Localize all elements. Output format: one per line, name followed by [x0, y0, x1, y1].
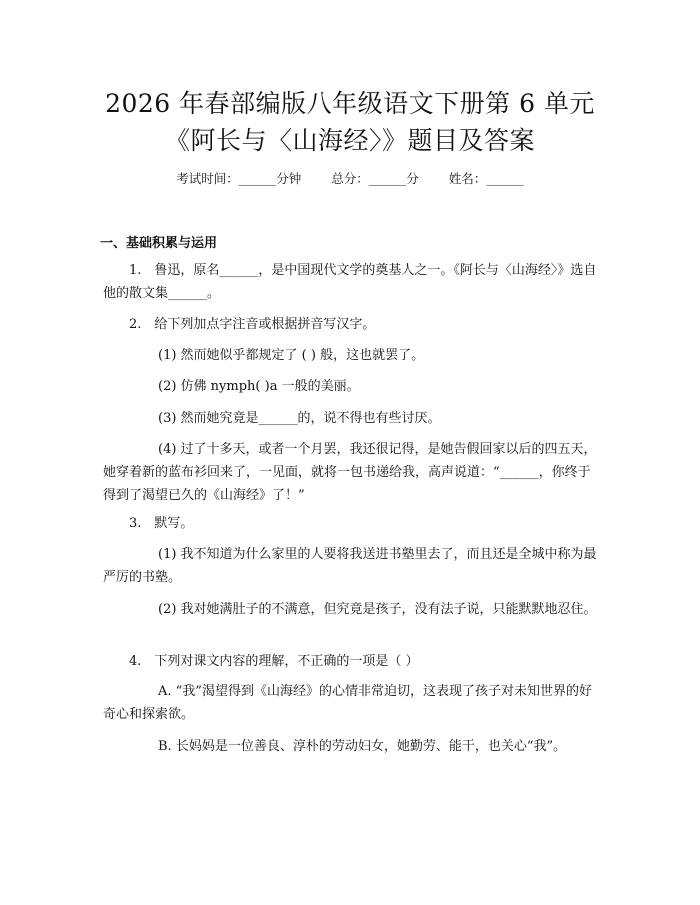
document-title-line2: 《阿长与〈山海经〉》题目及答案	[164, 126, 535, 155]
question-1: 1. 鲁迅，原名______，是中国现代文学的奠基人之一。《阿长与〈山海经〉》选自他的散文集______。	[103, 263, 597, 301]
question-3-item-2: (2) 我对她满肚子的不满意，但究竟是孩子，没有法子说，只能默默地忍住。	[158, 602, 597, 617]
document-title-line1: 2026 年春部编版八年级语文下册第 6 单元	[105, 89, 595, 118]
question-4: 4. 下列对课文内容的理解，不正确的一项是（ ）	[129, 654, 419, 669]
section-heading: 一、基础积累与运用	[100, 236, 218, 251]
question-4-option-a: A. “我”渴望得到《山海经》的心情非常迫切，这表现了孩子对未知世界的好奇心和探索欲。	[103, 684, 592, 722]
question-2-item-3: (3) 然而她究竟是______的，说不得也有些讨厌。	[158, 411, 441, 426]
total-score-field: 总分：______分	[331, 171, 419, 186]
question-3: 3. 默写。	[129, 516, 194, 531]
question-2-item-2: (2) 仿佛 nymph( )a 一般的美丽。	[158, 379, 360, 394]
question-2: 2. 给下列加点字注音或根据拼音写汉字。	[129, 317, 376, 332]
exam-time-field: 考试时间：______分钟	[176, 171, 302, 186]
question-2-item-4: (4) 过了十多天，或者一个月罢，我还很记得，是她告假回家以后的四五天，她穿着新的蓝布衫回来了，一见面，就将一包书递给我，高声说道：“______，你终于得到了渴望已久的《山海经》了！”	[103, 442, 597, 503]
question-4-option-b: B. 长妈妈是一位善良、淳朴的劳动妇女，她勤劳、能干，也关心“我”。	[158, 739, 567, 754]
exam-info-line	[0, 169, 700, 187]
name-field: 姓名：______	[448, 171, 524, 186]
question-2-item-1: (1) 然而她似乎都规定了 ( ) 般，这也就罢了。	[158, 348, 425, 363]
question-3-item-1: (1) 我不知道为什么家里的人要将我送进书塾里去了，而且还是全城中称为最严厉的书塾。	[103, 547, 597, 585]
